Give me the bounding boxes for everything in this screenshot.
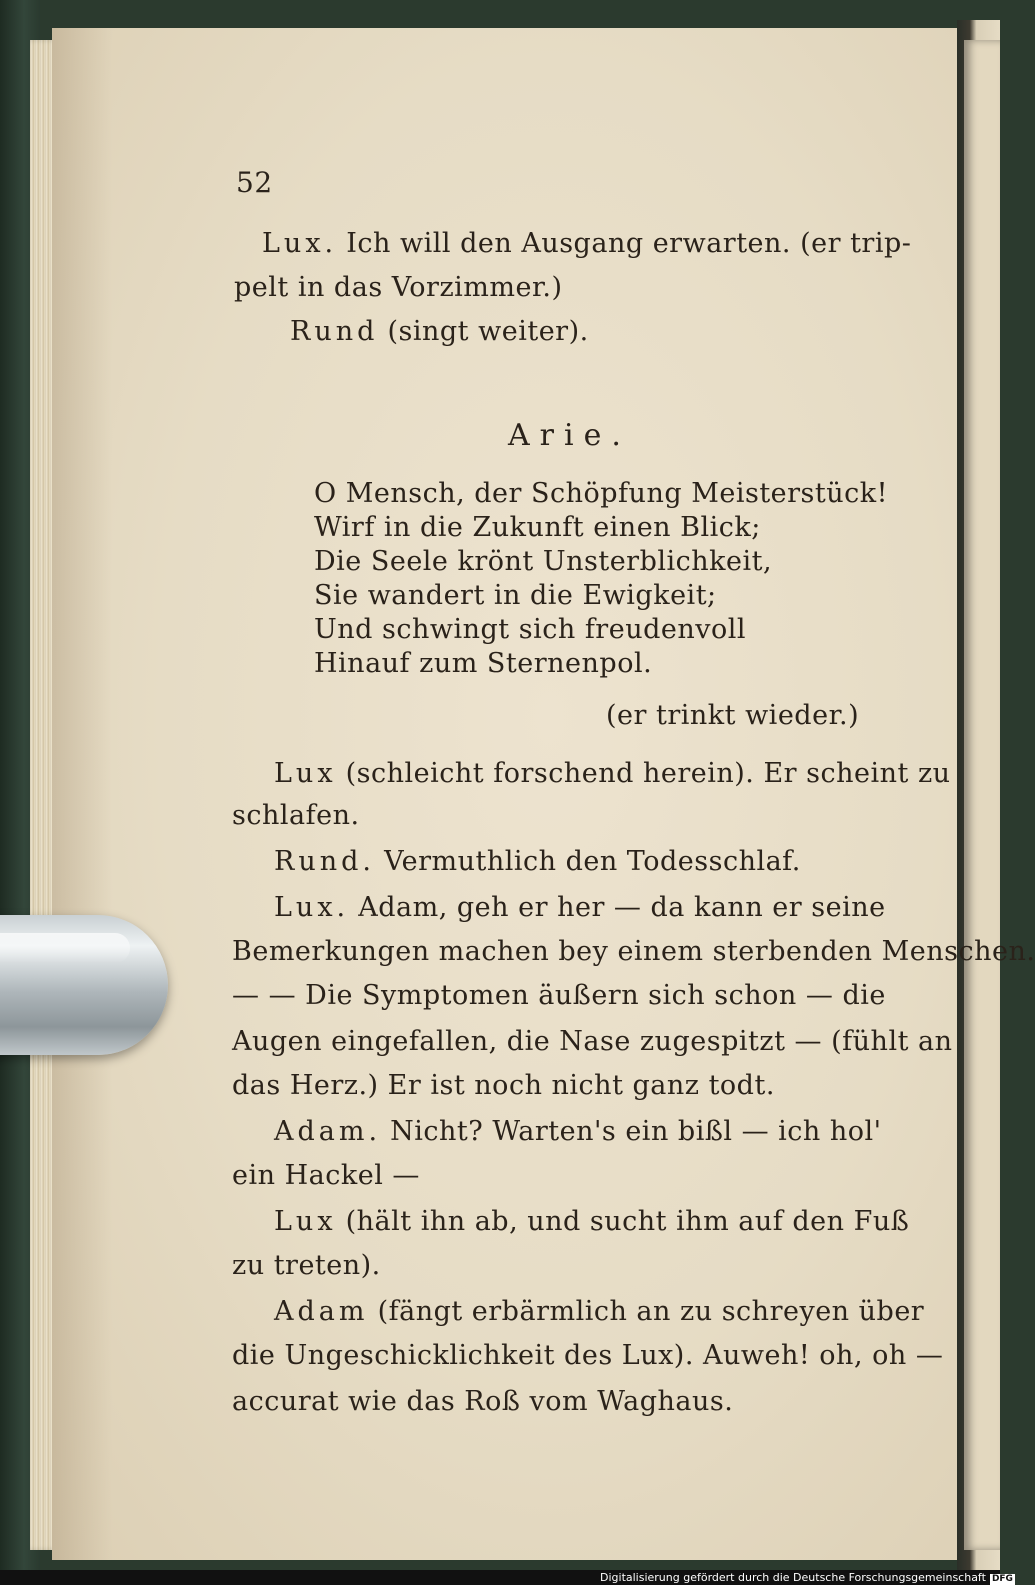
line-text: die Ungeschicklichkeit des Lux). Auweh! oh, oh — [232, 1340, 944, 1371]
line-text: Nicht? Warten's ein bißl — ich hol' [381, 1116, 882, 1147]
line-text: schlafen. [232, 800, 360, 831]
page-gutter-shadow [52, 28, 112, 1560]
line-text: — — Die Symptomen äußern sich schon — die [232, 980, 886, 1011]
page-number: 52 [236, 166, 273, 199]
dialogue-line [274, 1116, 882, 1147]
dialogue-line [232, 1386, 733, 1417]
dialogue-line [232, 980, 886, 1011]
dialogue-line [232, 1026, 953, 1057]
speaker-name: Rund. [274, 846, 375, 877]
dialogue-line [274, 846, 801, 877]
text-line [234, 272, 563, 303]
line-text: (singt weiter). [378, 316, 589, 347]
dfg-credit [600, 1571, 1013, 1585]
verse-line: Wirf in die Zukunft einen Blick; [314, 512, 761, 543]
book-clamp-highlight [0, 933, 130, 963]
dialogue-line [274, 1206, 909, 1237]
dialogue-line [274, 1296, 924, 1327]
dialogue-line [232, 1250, 381, 1281]
speaker-name: Lux [274, 1206, 337, 1237]
line-text: Vermuthlich den Todesschlaf. [374, 846, 801, 877]
credit-text: Digitalisierung gefördert durch die Deutsche Forschungsgemeinschaft [600, 1571, 986, 1584]
speaker-name: Rund [290, 316, 379, 347]
speaker-name: Adam. [274, 1116, 382, 1147]
line-text: ein Hackel — [232, 1160, 420, 1191]
dfg-logo: DFG [991, 1574, 1013, 1584]
line-text: das Herz.) Er ist noch nicht ganz todt. [232, 1070, 775, 1101]
dialogue-line [274, 892, 886, 923]
dialogue-line [232, 800, 360, 831]
facing-page-edge [964, 40, 1000, 1550]
dialogue-line [232, 1070, 775, 1101]
dialogue-line [232, 1160, 420, 1191]
dialogue-line [274, 758, 951, 789]
line-text: (fängt erbärmlich an zu schreyen über [368, 1296, 925, 1327]
verse-line: Sie wandert in die Ewigkeit; [314, 580, 717, 611]
line-text: zu treten). [232, 1250, 381, 1281]
line-text: Augen eingefallen, die Nase zugespitzt — (fühlt an [232, 1026, 953, 1057]
verse-line: O Mensch, der Schöpfung Meisterstück! [314, 478, 888, 509]
speaker-name: Adam [274, 1296, 369, 1327]
line-text: Bemerkungen machen bey einem sterbenden Menschen. [232, 936, 1035, 967]
verse-line: Hinauf zum Sternenpol. [314, 648, 653, 679]
line-text: accurat wie das Roß vom Waghaus. [232, 1386, 734, 1417]
dialogue-line [232, 1340, 943, 1371]
book-clamp-clip [0, 915, 168, 1055]
stage-direction: (er trinkt wieder.) [606, 700, 860, 731]
speaker-name: Lux. [274, 892, 350, 923]
line-text: (schleicht forschend herein). Er scheint zu [336, 758, 951, 789]
aria-heading: Arie. [508, 418, 631, 453]
text-line [262, 228, 911, 259]
line-text: Ich will den Ausgang erwarten. (er trip- [337, 228, 912, 259]
verse-line: Die Seele krönt Unsterblichkeit, [314, 546, 773, 577]
text-line [290, 316, 589, 347]
line-text: pelt in das Vorzimmer.) [234, 272, 563, 303]
verse-line: Und schwingt sich freudenvoll [314, 614, 747, 645]
speaker-name: Lux [274, 758, 337, 789]
line-text: (hält ihn ab, und sucht ihm auf den Fuß [336, 1206, 910, 1237]
line-text: Adam, geh er her — da kann er seine [349, 892, 886, 923]
dialogue-line [232, 936, 1035, 967]
speaker-name: Lux. [262, 228, 338, 259]
